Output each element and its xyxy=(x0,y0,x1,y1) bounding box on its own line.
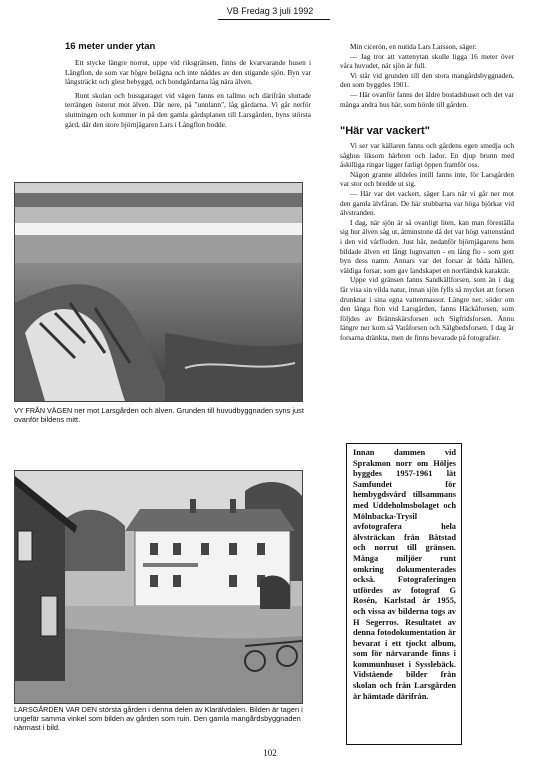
farm-photo-image xyxy=(15,471,302,703)
caption-bottom-text: största gården i denna delen av Klarälvdalen. Bilden är tagen i ungefär samma vinkel som bilden av gården som ruin. Den gamla mangårdsbyggnaden närmast i bild. xyxy=(14,705,303,732)
subheading: "Här var vackert" xyxy=(340,125,430,137)
right-paragraph-3: — Här var det vackert, säger Lars när vi går ner mot den gamla älvfåran. De här stubbarna var höga björkar vid älvstranden. xyxy=(340,188,514,218)
right-article-intro xyxy=(340,42,514,109)
sidebar-text: Innan dammen vid Sprakmon norr om Höljes byggdes 1957-1961 lät Samfundet för hembygdsvård tillsammans med Uddeholmsbolaget och Mölnbacka-Trysil avfotografera hela älvsträckan från Båtstad och norrut till gränsen. Många miljöer runt omkring dokumenterades också. Fotograferingen utfördes av fotograf G Rosén, Karlstad år 1955, och vissa av bilderna togs av H Segerros. Resultatet av denna fotodokumentation är bevarat i ett tjockt album, som för närvarande finns i kommunhuset i Sysslebäck. Vidstående bilder från skolan och från Larsgården är hämtade därifrån. xyxy=(353,448,456,701)
right-paragraph-4: I dag, när sjön är så ovanligt liten, kan man föreställa sig hur älven såg ut, åtminstone då det var högt vattenstånd i den vid vårfloden. Just här, nedanför björnjägarens hem bildade älven ett långt lugnvatten - en lång flo - som gett byn dess namn. Annars var det forsar åt båda hållen, väldiga forsar, som gav landskapet en norrländsk karaktär. xyxy=(340,217,514,275)
right-article-body xyxy=(340,141,514,342)
caption-top xyxy=(14,406,304,424)
right-paragraph-2: Någon granne alldeles intill fanns inte, för Larsgården var stor och bredde ut sig. xyxy=(340,169,514,189)
page-number: 102 xyxy=(263,748,277,758)
right-intro-4: — Här ovanför fanns det äldre bostadshuset och det var många andra hus här, som hörde till gården. xyxy=(340,89,514,109)
caption-top-text: ner mot Larsgården och älven. Grunden till huvudbyggnaden syns just ovanför bildens mitt. xyxy=(14,406,304,424)
right-intro-3: Vi står vid grunden till den stora mangårdsbyggnaden, den som byggdes 1901. xyxy=(340,70,514,90)
farm-photo xyxy=(14,470,303,704)
right-paragraph-1: Vi ser var källaren fanns och gårdens egen smedja och såghus liksom härbren och lador. En djup brunn med åskilliga ringar ligger farligt öppen framför oss. xyxy=(340,141,514,170)
right-intro-2: — Jag tror att vattenytan skulle ligga 16 meter över våra huvudet, när sjön är full. xyxy=(340,51,514,71)
landscape-photo xyxy=(14,182,303,402)
caption-bottom-lead: LARSGÅRDEN VAR DEN xyxy=(14,705,97,714)
right-paragraph-5: Uppe vid gränsen fanns Sandkällforsen, som än i dag får visa sin vilda natur, innan sjön fylls så mycket att forsen drunknar i sina egna vattenmassor. Längre ner, söder om den långa flon vid Larsgården, fanns Häckåforsen, som följdes av Brännskärsforsen och Sigfridsforsen. Ännu längre ner kom så Varåforsen och Sälgbedsforsen. I dag är forsarna dränkta, men de finns bevarade på fotografier. xyxy=(340,275,514,342)
caption-bottom xyxy=(14,705,304,732)
left-article-body xyxy=(65,58,311,129)
page-header: VB Fredag 3 juli 1992 xyxy=(226,6,314,16)
landscape-photo-image xyxy=(15,183,302,401)
left-paragraph-2: Runt skolan och bussgaraget vid vägen fanns en tallmo och därifrån sluttade terrängen österut mot älven. Där nere, på "unnlann", låg gårdarna. Vi går nerför sluttningen och kommer in på den gamla gårdsplanen till Larsgården, byns största gård, där den store björnjägaren Lars i Långflon bodde. xyxy=(65,90,311,129)
sidebar-box xyxy=(346,443,462,745)
article-heading: 16 meter under ytan xyxy=(65,41,156,52)
right-intro-1: Min cicerón, en nutida Lars Larsson, säger: xyxy=(350,42,477,51)
caption-top-lead: VY FRÅN VÄGEN xyxy=(14,406,73,415)
header-rule xyxy=(218,19,330,20)
left-paragraph-1: Ett stycke längre norrut, uppe vid riksgränsen, finns de kvarvarande husen i Långflon, de som var högre belägna och inte nåddes av den stigande sjön. Byn var långsträckt och glest bebyggd, och bondgårdarna låg nära älven. xyxy=(65,58,311,87)
